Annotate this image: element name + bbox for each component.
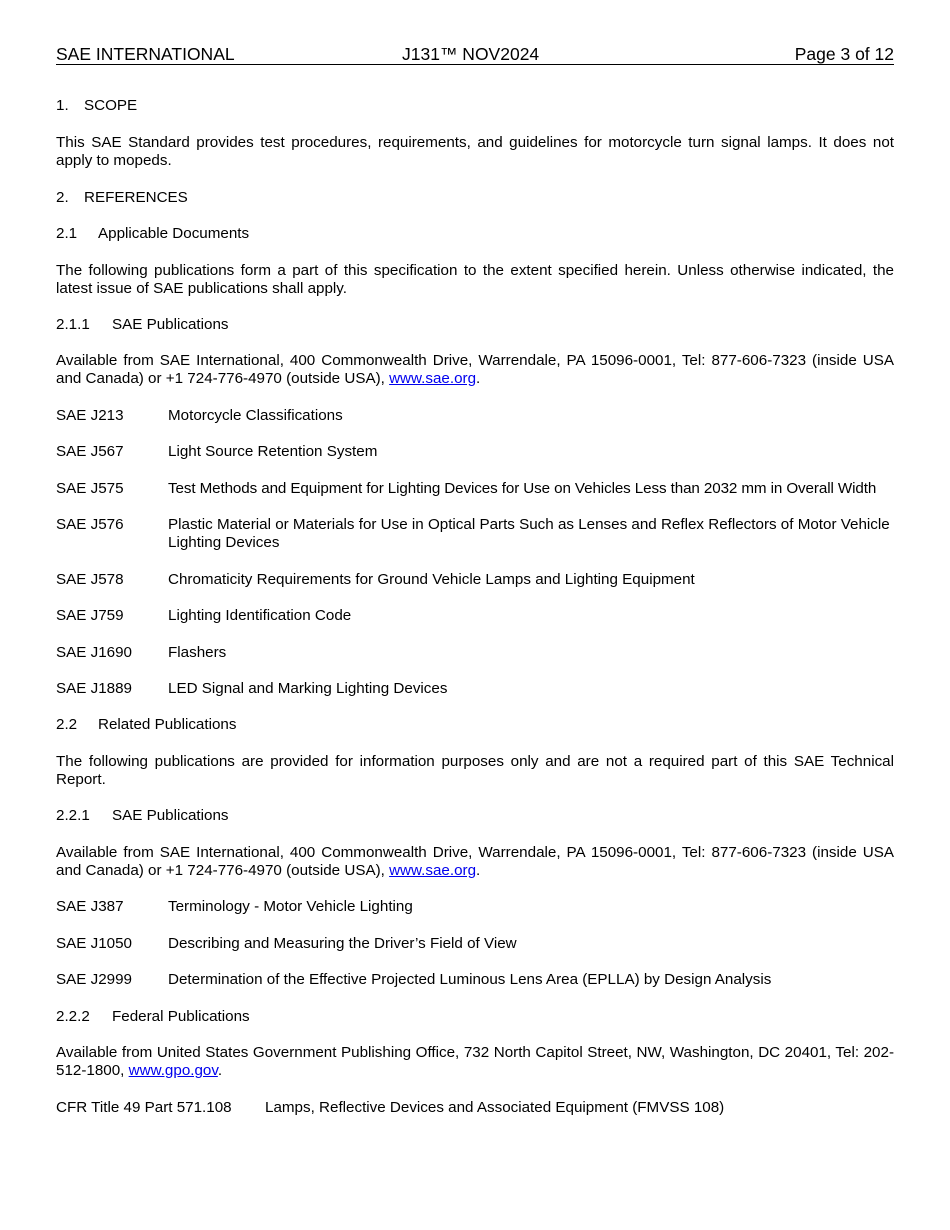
section-heading-sae-publications-2 <box>56 807 894 825</box>
section-heading-federal-publications <box>56 1008 894 1026</box>
reference-id: SAE J578 <box>56 571 124 588</box>
reference-item <box>56 443 894 461</box>
section-heading-scope <box>56 97 894 115</box>
section-title: Related Publications <box>98 716 237 733</box>
reference-title: Terminology - Motor Vehicle Lighting <box>168 898 413 915</box>
header-org: SAE INTERNATIONAL <box>56 44 235 64</box>
reference-id: SAE J576 <box>56 516 124 533</box>
federal-availability-paragraph <box>56 1044 894 1080</box>
related-paragraph: The following publications are provided for information purposes only and are not a required part of this SAE Technical Report. <box>56 753 894 788</box>
reference-item <box>56 935 894 953</box>
reference-title: Motorcycle Classifications <box>168 407 343 424</box>
section-heading-sae-publications-1 <box>56 316 894 334</box>
reference-title: Flashers <box>168 644 227 661</box>
reference-title: LED Signal and Marking Lighting Devices <box>168 680 448 697</box>
reference-title: Lamps, Reflective Devices and Associated Equipment (FMVSS 108) <box>265 1099 725 1116</box>
reference-id: SAE J1050 <box>56 935 132 952</box>
availability-text: Available from SAE International, 400 Commonwealth Drive, Warrendale, PA 15096-0001, Tel: 877-606-7323 (inside USA and Canada) or +1 724-776-4970 (outside USA), <box>56 844 894 879</box>
availability-text: Available from SAE International, 400 Commonwealth Drive, Warrendale, PA 15096-0001, Tel: 877-606-7323 (inside USA and Canada) or +1 724-776-4970 (outside USA), <box>56 352 894 387</box>
section-title: SAE Publications <box>112 807 229 824</box>
reference-item <box>56 971 894 989</box>
sae-website-link[interactable]: www.sae.org <box>389 862 477 879</box>
header-doc-id: J131™ NOV2024 <box>402 44 540 64</box>
section-number: 2.1.1 <box>56 316 90 333</box>
reference-item <box>56 898 894 916</box>
section-title: Federal Publications <box>112 1008 250 1025</box>
reference-item <box>56 680 894 698</box>
reference-title: Test Methods and Equipment for Lighting Devices for Use on Vehicles Less than 2032 mm in Overall Width <box>168 480 877 497</box>
reference-item <box>56 516 894 552</box>
reference-id: SAE J575 <box>56 480 124 497</box>
page-header <box>56 44 894 65</box>
section-number: 2.2 <box>56 716 78 733</box>
reference-item <box>56 571 894 589</box>
section-number: 1. <box>56 97 69 114</box>
scope-paragraph: This SAE Standard provides test procedures, requirements, and guidelines for motorcycle turn signal lamps. It does not apply to mopeds. <box>56 134 894 169</box>
reference-title: Lighting Identification Code <box>168 607 352 624</box>
sae-website-link[interactable]: www.sae.org <box>389 370 477 387</box>
sae-availability-paragraph-2 <box>56 844 894 880</box>
availability-text: Available from United States Government Publishing Office, 732 North Capitol Street, NW, Washington, DC 20401, Tel: 202-512-1800, <box>56 1044 894 1079</box>
header-page-number: Page 3 of 12 <box>794 44 894 64</box>
reference-id: SAE J1690 <box>56 644 132 661</box>
reference-title: Determination of the Effective Projected Luminous Lens Area (EPLLA) by Design Analysis <box>168 971 772 988</box>
section-number: 2.1 <box>56 225 78 242</box>
reference-title: Chromaticity Requirements for Ground Vehicle Lamps and Lighting Equipment <box>168 571 695 588</box>
gpo-website-link[interactable]: www.gpo.gov <box>128 1062 218 1079</box>
punctuation: . <box>217 1062 223 1079</box>
section-title: Applicable Documents <box>98 225 250 242</box>
applicable-paragraph: The following publications form a part of this specification to the extent specified herein. Unless otherwise indicated, the latest issue of SAE publications shall apply. <box>56 262 894 297</box>
section-heading-applicable-documents <box>56 225 894 243</box>
reference-id: SAE J2999 <box>56 971 132 988</box>
reference-title: Plastic Material or Materials for Use in Optical Parts Such as Lenses and Reflex Reflectors of Motor Vehicle Lighting Devices <box>168 516 890 551</box>
reference-id: SAE J1889 <box>56 680 132 697</box>
reference-item <box>56 607 894 625</box>
section-title: SCOPE <box>84 97 138 114</box>
punctuation: . <box>476 862 481 879</box>
reference-item <box>56 480 894 498</box>
reference-item <box>56 407 894 425</box>
reference-id: SAE J213 <box>56 407 124 424</box>
reference-id: SAE J759 <box>56 607 124 624</box>
cfr-reference-item <box>56 1099 894 1117</box>
reference-title: Describing and Measuring the Driver’s Field of View <box>168 935 517 952</box>
reference-item <box>56 644 894 662</box>
reference-title: Light Source Retention System <box>168 443 378 460</box>
section-title: REFERENCES <box>84 189 188 206</box>
reference-id: SAE J567 <box>56 443 124 460</box>
section-number: 2.2.2 <box>56 1008 90 1025</box>
section-title: SAE Publications <box>112 316 229 333</box>
reference-id: SAE J387 <box>56 898 124 915</box>
section-number: 2.2.1 <box>56 807 90 824</box>
section-heading-related-publications <box>56 716 894 734</box>
reference-id: CFR Title 49 Part 571.108 <box>56 1099 232 1116</box>
sae-availability-paragraph-1 <box>56 352 894 388</box>
section-heading-references <box>56 189 894 207</box>
punctuation: . <box>476 370 481 387</box>
section-number: 2. <box>56 189 69 206</box>
